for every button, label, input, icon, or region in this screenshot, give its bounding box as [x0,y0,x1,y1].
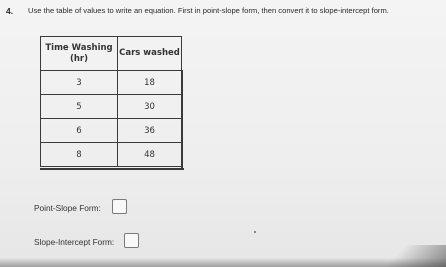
table-cell-time: 5 [41,95,118,119]
question-prompt: Use the table of values to write an equation. First in point-slope form, then convert it to slope-intercept form. [28,6,389,15]
table-cell-time: 8 [41,143,118,167]
table-cell-cars: 48 [118,143,182,167]
table-row [41,95,182,119]
page-bottom-shadow [0,258,446,267]
stray-mark [254,231,256,233]
table-cell-cars: 36 [118,119,182,143]
table-cell-cars: 18 [118,71,182,95]
table-row [41,71,182,95]
table-header-row [41,37,182,71]
table-row [41,119,182,143]
point-slope-label: Point-Slope Form: [34,203,101,213]
table-base-line [40,168,184,170]
table-header-time: Time Washing (hr) [41,37,118,71]
table-cell-time: 6 [41,119,118,143]
question-number: 4. [6,6,14,16]
table-edge-line [181,70,183,170]
table-cell-time: 3 [41,71,118,95]
table-header-cars: Cars washed [118,37,182,71]
slope-intercept-answer-box[interactable] [124,233,139,248]
point-slope-answer-box[interactable] [112,199,127,214]
table-row [41,143,182,167]
table-cell-cars: 30 [118,95,182,119]
table-of-values [40,36,182,167]
slope-intercept-label: Slope-Intercept Form: [34,237,115,247]
